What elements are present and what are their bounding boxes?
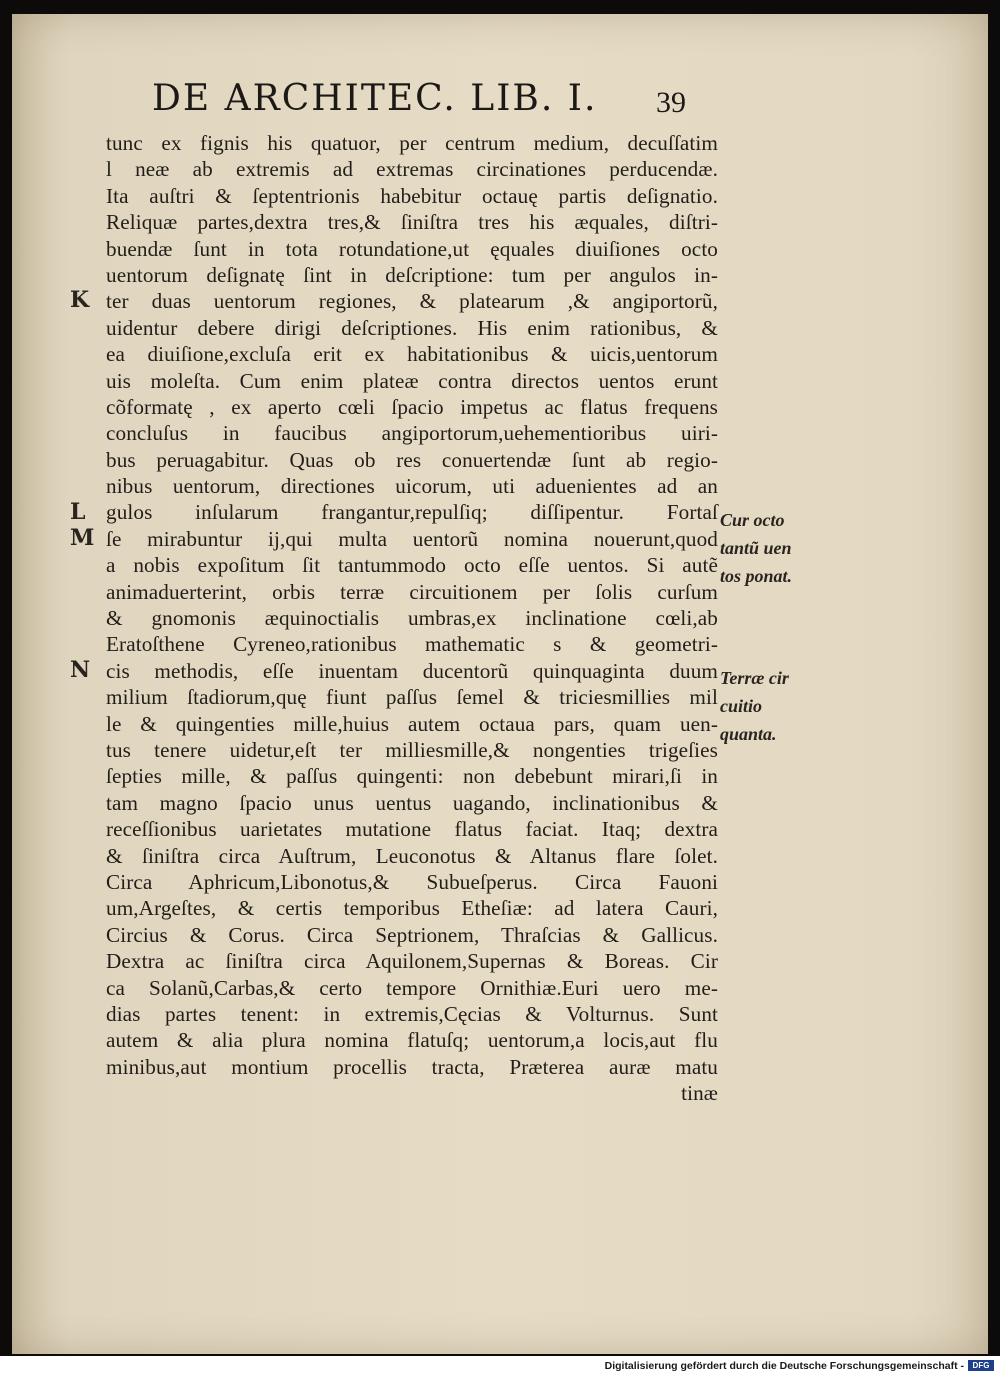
text-line: ſe mirabuntur ij,qui multa uentorũ nomina nouerunt,quod <box>106 526 718 551</box>
text-line: nibus uentorum, directiones uicorum, uti aduenientes ad an <box>106 474 718 499</box>
page-number: 39 <box>656 86 686 119</box>
text-line: concluſus in faucibus angiportorum,uehementioribus uiri- <box>106 421 718 446</box>
dfg-logo: DFG <box>968 1360 994 1371</box>
text-line: um,Argeſtes, & certis temporibus Etheſiæ: ad latera Cauri, <box>106 896 718 921</box>
text-line: l neæ ab extremis ad extremas circinationes perducendæ. <box>106 157 718 182</box>
text-line: milium ſtadiorum,quę fiunt paſſus ſemel & triciesmillies mil <box>106 685 718 710</box>
text-line: le & quingenties mille,huius autem octaua pars, quam uen- <box>106 711 718 736</box>
text-line: uidentur debere dirigi deſcriptiones. His enim rationibus, & <box>106 315 718 340</box>
catchword: tinæ <box>681 1081 718 1106</box>
margin-note <box>720 506 830 590</box>
text-line: gulos inſularum frangantur,repulſiq; diſſipentur. Fortaſ <box>106 500 718 525</box>
text-line: buendæ ſunt in tota rotundatione,ut ęquales diuiſiones octo <box>106 236 718 261</box>
text-line: Ita auſtri & ſeptentrionis habebitur octauę partis deſignatio. <box>106 183 718 208</box>
margin-marker: K <box>70 287 90 314</box>
text-line: tam magno ſpacio unus uentus uagando, inclinationibus & <box>106 790 718 815</box>
text-line: uis moleſta. Cum enim plateæ contra directos uentos erunt <box>106 368 718 393</box>
footer-bar <box>0 1356 1000 1376</box>
text-line: & ſiniſtra circa Auſtrum, Leuconotus & Altanus flare ſolet. <box>106 843 718 868</box>
text-line: ſepties mille, & paſſus quingenti: non debebunt mirari,ſi in <box>106 764 718 789</box>
text-line: & gnomonis æquinoctialis umbras,ex inclinatione cœli,ab <box>106 606 718 631</box>
margin-marker: N <box>70 657 91 683</box>
text-line: Eratoſthene Cyreneo,rationibus mathematic s & geometri- <box>106 632 718 657</box>
text-line: receſſionibus uarietates mutatione flatus faciat. Itaq; dextra <box>106 817 718 842</box>
footer-credit: Digitalisierung gefördert durch die Deutsche Forschungsgemeinschaft - <box>604 1360 964 1372</box>
text-line: uentorum deſignatę ſint in deſcriptione: tum per angulos in- <box>106 262 718 287</box>
margin-note-line: quanta. <box>720 724 777 744</box>
text-line: cõformatę , ex aperto cœli ſpacio impetus ac flatus frequens <box>106 394 718 419</box>
text-line: Circa Aphricum,Libonotus,& Subueſperus. Circa Fauoni <box>106 869 718 894</box>
text-line: autem & alia plura nomina flatuſq; uentorum,a locis,aut flu <box>106 1028 718 1053</box>
margin-marker: L <box>70 498 86 525</box>
text-line: ea diuiſione,excluſa erit ex habitationibus & uicis,uentorum <box>106 342 718 367</box>
text-line: dias partes tenent: in extremis,Cęcias & Volturnus. Sunt <box>106 1001 718 1026</box>
text-line: cis methodis, eſſe inuentam ducentorũ quinquaginta duum <box>106 658 718 683</box>
text-line: bus peruagabitur. Quas ob res conuertendæ ſunt ab regio- <box>106 447 718 472</box>
text-line: a nobis expoſitum ſit tantummodo octo eſſe uentos. Si autẽ <box>106 553 718 578</box>
text-line: animaduerterint, orbis terræ circuitionem per ſolis curſum <box>106 579 718 604</box>
text-line: Circius & Corus. Circa Septrionem, Thraſcias & Gallicus. <box>106 922 718 947</box>
text-line: Dextra ac ſiniſtra circa Aquilonem,Supernas & Boreas. Cir <box>106 949 718 974</box>
body-text <box>106 130 718 1106</box>
text-line: tunc ex fignis his quatuor, per centrum medium, decuſſatim <box>106 131 718 155</box>
margin-note-line: cuitio <box>720 696 763 716</box>
running-title: DE ARCHITEC. LIB. I. <box>152 78 598 119</box>
margin-marker: M <box>70 525 95 551</box>
text-line: tus tenere uidetur,eſt ter milliesmille,& nongenties trigeſies <box>106 737 718 762</box>
text-line: ter duas uentorum regiones, & platearum ,& angiportorũ, <box>106 289 718 314</box>
text-line: Reliquæ partes,dextra tres,& ſiniſtra tres his æquales, diſtri- <box>106 210 718 235</box>
text-line: minibus,aut montium procellis tracta, Præterea auræ matu <box>106 1054 718 1079</box>
margin-note-line: tos ponat. <box>720 565 793 586</box>
margin-note-line: Cur octo <box>720 509 785 530</box>
margin-note <box>720 664 830 748</box>
text-line: ca Solanũ,Carbas,& certo tempore Ornithiæ.Euri uero me- <box>106 975 718 1000</box>
margin-note-line: tantũ uen <box>720 537 792 558</box>
margin-note-line: Terræ cir <box>720 668 789 688</box>
